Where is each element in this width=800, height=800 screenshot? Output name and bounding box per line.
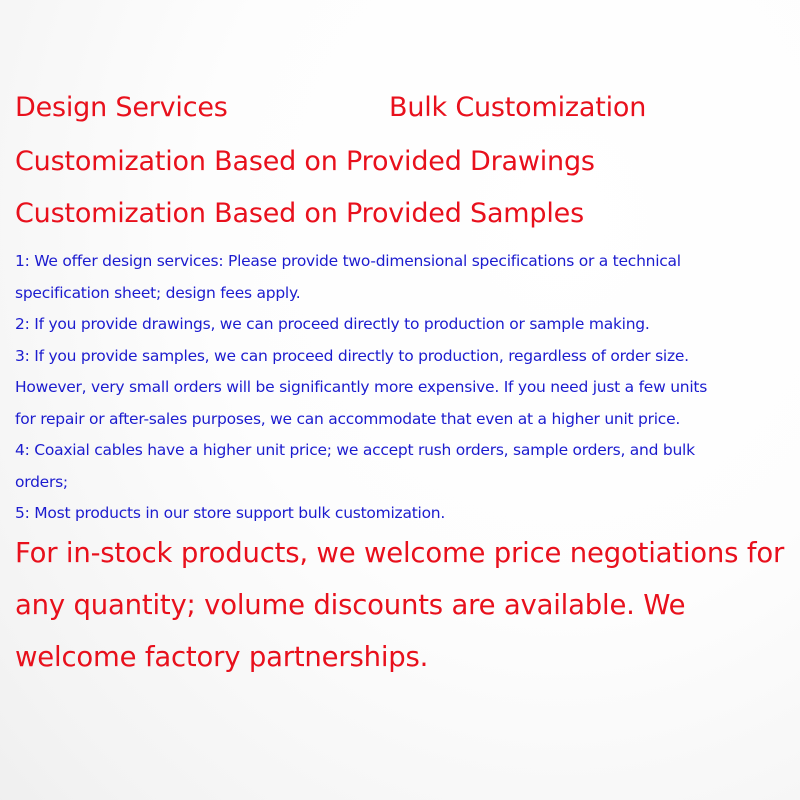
heading-design-services: Design Services	[15, 92, 228, 123]
note-line: 4: Coaxial cables have a higher unit price; we accept rush orders, sample orders, and bulk	[15, 441, 695, 459]
note-line: orders;	[15, 472, 68, 491]
heading-bulk-customization: Bulk Customization	[389, 92, 647, 123]
note-line: However, very small orders will be significantly more expensive. If you need just a few units	[15, 378, 708, 396]
note-line: specification sheet; design fees apply.	[15, 283, 301, 302]
promo-line: any quantity; volume discounts are available. We	[15, 589, 686, 621]
heading-customization-samples: Customization Based on Provided Samples	[15, 198, 584, 229]
note-line: 3: If you provide samples, we can proceed directly to production, regardless of order size.	[15, 346, 689, 365]
service-notes	[15, 246, 785, 530]
note-line: 2: If you provide drawings, we can proceed directly to production or sample making.	[15, 315, 650, 333]
promo-line: welcome factory partnerships.	[15, 641, 429, 673]
promo-message	[15, 527, 795, 683]
note-line: for repair or after-sales purposes, we can accommodate that even at a higher unit price.	[15, 409, 681, 428]
note-line: 1: We offer design services: Please provide two-dimensional specifications or a technical	[15, 252, 681, 270]
note-line: 5: Most products in our store support bulk customization.	[15, 504, 446, 522]
promo-line: For in-stock products, we welcome price negotiations for	[15, 537, 785, 569]
heading-customization-drawings: Customization Based on Provided Drawings	[15, 146, 595, 177]
